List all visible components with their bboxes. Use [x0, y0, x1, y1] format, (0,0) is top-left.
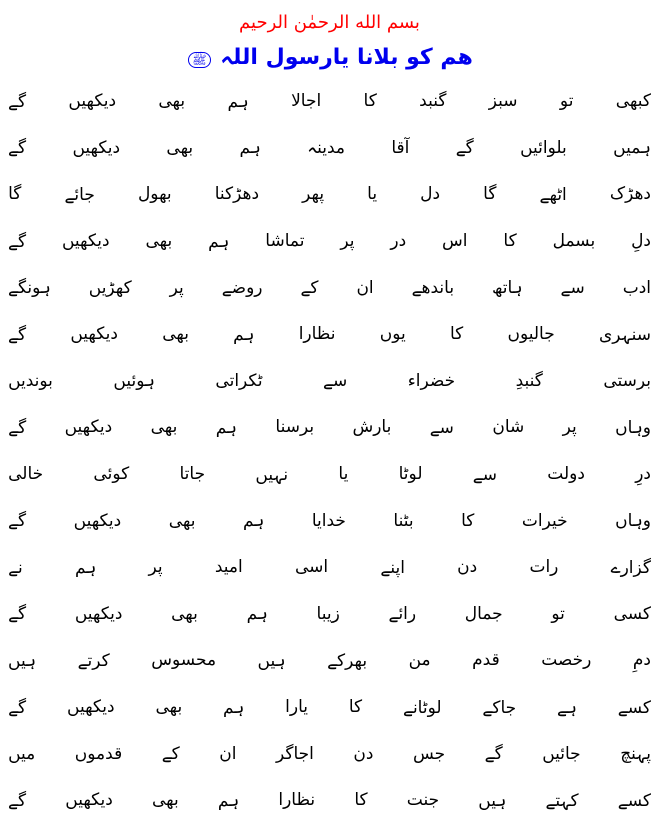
poem-word: زیبا — [316, 603, 340, 624]
poem-word: لوٹانے — [402, 697, 442, 718]
poem-word: جمال — [464, 603, 503, 624]
poem-word: دیکھیں — [68, 91, 117, 112]
poem-word: پہنچ — [620, 744, 651, 765]
poem-word: گے — [484, 744, 503, 765]
poem-line — [8, 311, 651, 358]
poem-word: گے — [8, 511, 27, 532]
poem-word: رائے — [388, 604, 417, 625]
poem-word: اپنے — [380, 557, 405, 578]
poem-word: گے — [8, 138, 27, 159]
poem-word: کا — [449, 324, 464, 345]
poem-word: ان — [356, 277, 374, 298]
poem-word: خضراء — [407, 370, 456, 391]
poem-word: میں — [8, 743, 36, 764]
poem-word: جالیوں — [507, 324, 555, 345]
poem-word: گے — [455, 138, 474, 159]
poem-title-text: ھم کو بلانا یارسول اللہ — [220, 45, 473, 70]
poem-word: کا — [503, 231, 517, 252]
poem-word: جاتا — [179, 464, 206, 485]
poem-word: دیکھیں — [61, 231, 110, 252]
poem-word: سے — [429, 417, 454, 438]
poem-line — [8, 451, 651, 498]
poem-word: دھڑک — [609, 184, 651, 205]
poem-word: سے — [472, 464, 497, 485]
poem-word: ان — [219, 743, 237, 764]
poem-word: دیکھیں — [65, 790, 113, 811]
honorific-seal: ﷺ — [188, 52, 211, 68]
poem-word: کوئی — [93, 464, 130, 485]
poem-word: بٹنا — [393, 510, 414, 531]
poem-line — [8, 125, 651, 172]
poem-word: کسے — [617, 790, 651, 811]
poem-word: وہاں — [615, 511, 651, 532]
poem-word: یوں — [379, 324, 406, 345]
poem-word: ہم — [223, 697, 245, 718]
poem-word: ہمیں — [613, 138, 651, 159]
poem-word: دیکھیں — [64, 417, 113, 438]
poem-title — [8, 38, 651, 78]
poem-line — [8, 544, 651, 591]
poem-word: دلِ — [631, 231, 651, 252]
poem-word: جنت — [406, 790, 440, 811]
poem-word: ہم — [239, 138, 261, 159]
poem-line — [8, 591, 651, 638]
poem-word: پر — [562, 417, 577, 438]
poem-word: روضے — [221, 278, 263, 299]
poem-word: کے — [300, 278, 319, 299]
poem-line — [8, 264, 651, 311]
poem-word: برسنا — [275, 417, 315, 438]
poem-word: خالی — [8, 464, 44, 485]
poem-word: پر — [340, 231, 355, 252]
poem-word: بھی — [162, 324, 189, 345]
poem-word: اجاگر — [276, 743, 314, 764]
poem-word: تو — [551, 603, 565, 624]
poem-word: ہاتھ — [492, 278, 523, 299]
poem-word: سے — [560, 278, 585, 299]
poem-word: جس — [412, 743, 446, 764]
poem-word: نظارا — [298, 324, 336, 345]
poem-word: بوندیں — [8, 370, 53, 391]
poem-word: کسی — [613, 603, 651, 624]
poem-lines — [8, 78, 651, 824]
poem-word: بھی — [150, 417, 178, 438]
poem-word: خدایا — [311, 510, 346, 531]
poem-word: پھر — [302, 184, 325, 205]
poem-word: گے — [8, 604, 27, 625]
poem-word: گے — [8, 231, 27, 252]
poem-word: یا — [367, 184, 378, 205]
poem-word: قدم — [472, 650, 500, 671]
poem-word: مدینہ — [307, 138, 345, 159]
poem-line — [8, 777, 651, 824]
poem-word: کرتے — [77, 650, 110, 671]
poem-word: امید — [214, 557, 243, 578]
poem-word: بھی — [145, 231, 173, 252]
poem-word: رخصت — [541, 650, 592, 671]
poem-word: گا — [8, 184, 22, 205]
poem-word: کا — [363, 91, 377, 112]
poem-word: ہم — [243, 511, 265, 532]
poem-word: در — [390, 231, 407, 252]
poem-word: اسی — [295, 557, 329, 578]
poem-word: برستی — [603, 370, 651, 391]
poem-line — [8, 684, 651, 731]
poem-word: بھرکے — [327, 650, 368, 671]
poem-word: درِ — [635, 464, 651, 485]
poem-word: بھی — [158, 91, 186, 112]
poem-word: ہم — [246, 604, 268, 625]
poem-word: من — [408, 650, 431, 671]
poem-word: گے — [8, 697, 27, 718]
poem-word: دیکھیں — [70, 324, 118, 345]
poem-word: وہاں — [615, 417, 651, 438]
poem-word: پر — [148, 557, 163, 578]
poem-word: سنہری — [598, 324, 651, 345]
poem-word: ہیں — [478, 790, 507, 811]
poem-word: ادب — [622, 277, 651, 298]
poem-word: باندھے — [411, 278, 455, 299]
poem-word: ہم — [75, 557, 97, 578]
poem-word: گا — [483, 184, 497, 205]
poem-word: کا — [461, 510, 475, 531]
poem-word: رات — [529, 557, 559, 578]
poem-word: دولت — [547, 464, 585, 485]
poem-word: بھی — [166, 137, 194, 158]
poem-word: دل — [420, 184, 441, 205]
poem-word: اٹھے — [539, 184, 567, 205]
poem-line — [8, 171, 651, 218]
poem-word: گے — [8, 324, 27, 345]
poem-word: بھول — [137, 184, 172, 205]
poem-word: قدموں — [74, 743, 123, 764]
poem-word: تماشا — [265, 231, 305, 252]
poem-word: ہے — [557, 697, 577, 718]
poem-word: سے — [323, 371, 348, 392]
poem-word: کھڑیں — [88, 277, 132, 298]
poem-word: ہیں — [8, 650, 37, 671]
poem-word: گنبدِ — [515, 370, 543, 391]
poem-word: پر — [169, 277, 184, 298]
poem-line — [8, 78, 651, 125]
poem-word: محسوس — [151, 650, 217, 671]
poem-word: کے — [161, 744, 180, 765]
bismillah-heading: بسم الله الرحمٰن الرحيم — [239, 12, 420, 33]
poem-word: لوٹا — [398, 464, 423, 485]
poem-word: نے — [8, 557, 23, 578]
poem-word: بھی — [171, 603, 198, 624]
poem-word: سبز — [488, 91, 518, 112]
poem-word: دیکھیں — [72, 137, 121, 158]
poem-word: نہیں — [255, 464, 289, 485]
poem-word: اجالا — [291, 91, 322, 112]
poem-word: دن — [353, 743, 374, 764]
poem-word: بھی — [155, 697, 183, 718]
poem-line — [8, 218, 651, 265]
poem-word: شان — [492, 417, 525, 438]
poem-word: جاکے — [482, 697, 517, 718]
poem-word: ٹکراتی — [215, 370, 263, 391]
poem-word: آقا — [391, 137, 410, 158]
poem-word: کا — [354, 790, 368, 811]
poem-word: ہم — [215, 417, 237, 438]
poem-word: نظارا — [278, 790, 316, 811]
poem-word: ہیں — [257, 650, 286, 671]
poem-word: بھی — [152, 790, 179, 811]
poem-word: کسے — [617, 697, 651, 718]
poem-word: اس — [442, 231, 468, 252]
poem-word: ہم — [217, 790, 240, 811]
poem-word: ہم — [227, 91, 249, 112]
poem-word: کہتے — [545, 790, 579, 811]
poem-word: جائے — [64, 184, 95, 205]
poem-word: بارش — [352, 417, 392, 438]
poem-word: بھی — [168, 510, 196, 531]
poem-word: دیکھیں — [74, 603, 123, 624]
poem-line — [8, 730, 651, 777]
poem-word: ہم — [233, 324, 255, 345]
poem-word: کبھی — [615, 91, 651, 112]
poem-line — [8, 358, 651, 405]
poem-word: گے — [8, 91, 27, 112]
poem-word: یا — [338, 464, 349, 485]
poem-line — [8, 497, 651, 544]
poem-word: ہونگے — [8, 278, 51, 299]
poem-word: گزارے — [610, 557, 651, 578]
poem-word: بسمل — [552, 231, 596, 252]
poem-word: خیرات — [521, 510, 568, 531]
poem-word: گے — [8, 417, 27, 438]
poem-word: دیکھیں — [67, 697, 115, 718]
poem-word: دیکھیں — [73, 510, 122, 531]
poem-word: گنبد — [419, 91, 447, 112]
poem-line — [8, 404, 651, 451]
poem-word: ہوئیں — [113, 371, 155, 392]
poem-word: ہم — [208, 231, 230, 252]
poem-word: کا — [348, 697, 363, 718]
poem-word: بلوائیں — [520, 137, 567, 158]
poem-word: گے — [8, 790, 27, 811]
poem-word: تو — [559, 91, 574, 112]
poem-word: جائیں — [542, 743, 581, 764]
poem-word: دمِ — [632, 650, 651, 671]
poem-word: دن — [457, 557, 478, 578]
poem-word: یارا — [285, 697, 309, 718]
poem-word: دھڑکنا — [214, 184, 260, 205]
poem-line — [8, 637, 651, 684]
